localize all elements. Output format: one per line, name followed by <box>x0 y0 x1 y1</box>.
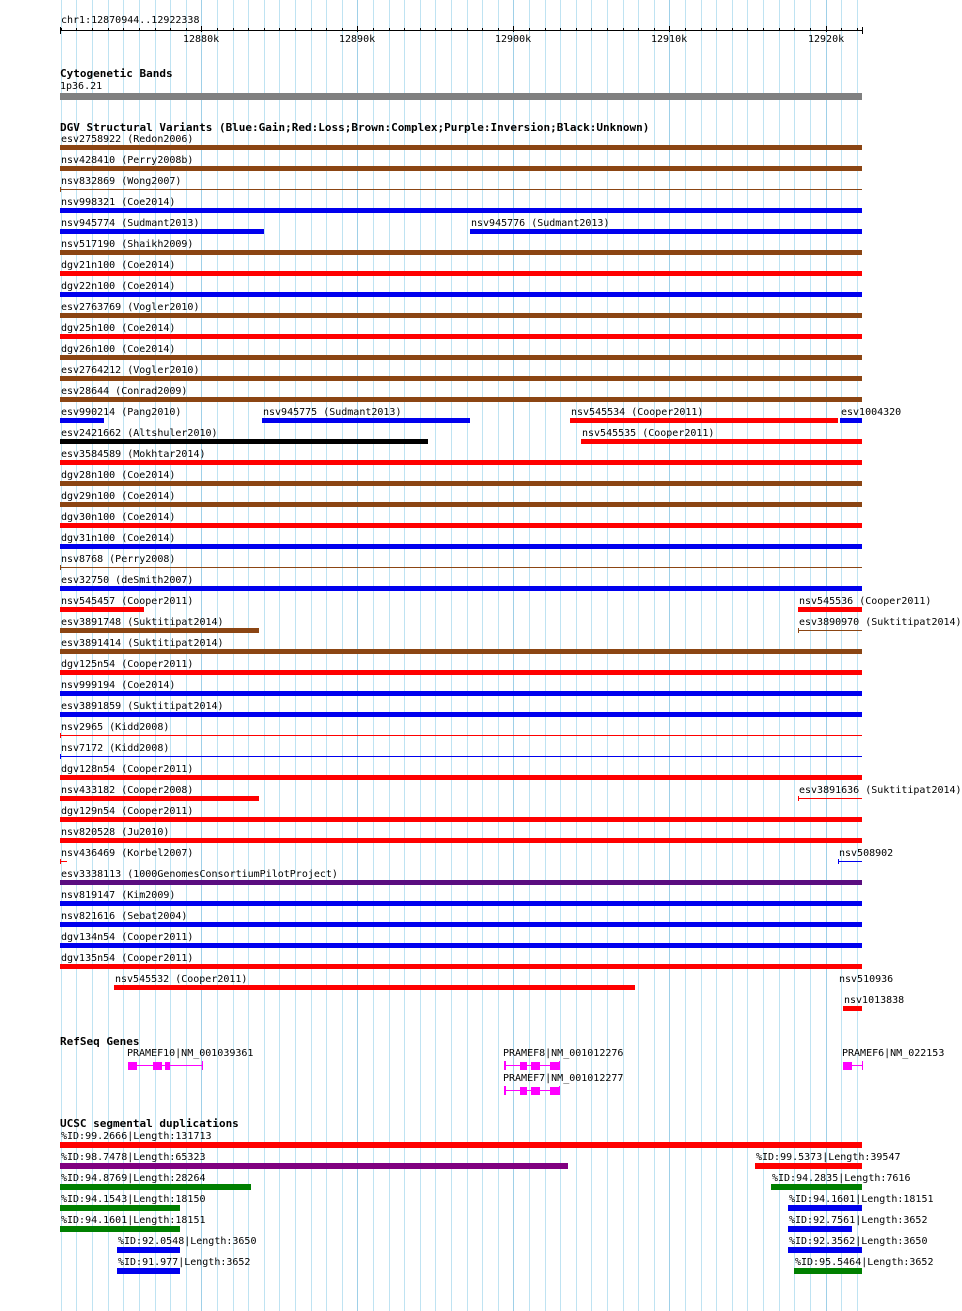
grid-line <box>326 0 327 1311</box>
ruler-tick-label: 12920k <box>808 34 845 45</box>
variant-bar[interactable] <box>60 838 862 843</box>
grid-line <box>545 0 546 1311</box>
variant-bar-start-tick <box>60 565 61 570</box>
variant-label[interactable]: esv3891859 (Suktitipat2014) <box>61 701 224 712</box>
segdup-bar[interactable] <box>755 1163 862 1169</box>
variant-label[interactable]: esv990214 (Pang2010) <box>61 407 182 418</box>
grid-line <box>233 0 234 1311</box>
variant-bar-start-tick <box>60 733 61 738</box>
ruler-major-tick <box>669 26 670 32</box>
variant-bar[interactable] <box>843 1006 862 1011</box>
grid-line <box>826 0 827 1311</box>
variant-bar[interactable] <box>60 880 862 885</box>
grid-line <box>420 0 421 1311</box>
grid-line <box>607 0 608 1311</box>
ruler-tick-label: 12900k <box>495 34 532 45</box>
variant-bar[interactable] <box>60 756 862 757</box>
variant-bar[interactable] <box>60 861 67 862</box>
segdup-bar[interactable] <box>788 1247 862 1253</box>
variant-bar-start-tick <box>60 187 61 192</box>
variant-label[interactable]: esv3891414 (Suktitipat2014) <box>61 638 224 649</box>
variant-label[interactable]: nsv832869 (Wong2007) <box>61 176 182 187</box>
gene-end-tick <box>202 1061 203 1070</box>
variant-label[interactable]: esv2764212 (Vogler2010) <box>61 365 200 376</box>
variant-label[interactable]: nsv545536 (Cooper2011) <box>799 596 932 607</box>
ruler-minor-tick <box>435 28 436 31</box>
variant-label[interactable]: nsv545457 (Cooper2011) <box>61 596 194 607</box>
variant-label[interactable]: dgv128n54 (Cooper2011) <box>61 764 194 775</box>
variant-bar[interactable] <box>60 292 862 297</box>
variant-label[interactable]: dgv125n54 (Cooper2011) <box>61 659 194 670</box>
ruler-tick-label: 12890k <box>339 34 376 45</box>
variant-label[interactable]: nsv508902 <box>839 848 894 859</box>
variant-bar[interactable] <box>60 271 862 276</box>
ruler-major-tick <box>357 26 358 32</box>
variant-label[interactable]: dgv129n54 (Cooper2011) <box>61 806 194 817</box>
variant-label[interactable]: esv3338113 (1000GenomesConsortiumPilotProject) <box>61 869 338 880</box>
grid-line <box>747 0 748 1311</box>
ruler-minor-tick <box>716 28 717 31</box>
ruler-major-tick <box>826 26 827 32</box>
grid-line <box>732 0 733 1311</box>
variant-bar[interactable] <box>60 544 862 549</box>
grid-line <box>529 0 530 1311</box>
variant-label[interactable]: dgv22n100 (Coe2014) <box>61 281 176 292</box>
variant-bar[interactable] <box>60 817 862 822</box>
variant-bar-start-tick <box>838 859 839 864</box>
grid-line <box>264 0 265 1311</box>
segdup-bar[interactable] <box>117 1268 180 1274</box>
segdup-label[interactable]: %ID:94.1543|Length:18150 <box>61 1194 206 1205</box>
ruler-minor-tick <box>701 28 702 31</box>
ruler-minor-tick <box>311 28 312 31</box>
gene-exon[interactable] <box>520 1062 527 1070</box>
variant-label[interactable]: esv3584589 (Mokhtar2014) <box>61 449 206 460</box>
ruler-minor-tick <box>747 28 748 31</box>
ruler-minor-tick <box>186 28 187 31</box>
variant-label[interactable]: nsv433182 (Cooper2008) <box>61 785 194 796</box>
variant-label[interactable]: nsv945776 (Sudmant2013) <box>471 218 610 229</box>
segdup-bar[interactable] <box>60 1226 180 1232</box>
ruler-minor-tick <box>607 28 608 31</box>
variant-label[interactable]: nsv820528 (Ju2010) <box>61 827 170 838</box>
grid-line <box>669 0 670 1311</box>
variant-bar[interactable] <box>60 796 259 801</box>
grid-line <box>311 0 312 1311</box>
ruler-minor-tick <box>61 28 62 31</box>
gene-exon[interactable] <box>550 1062 559 1070</box>
segdup-label[interactable]: %ID:94.8769|Length:28264 <box>61 1173 206 1184</box>
variant-label[interactable]: dgv30n100 (Coe2014) <box>61 512 176 523</box>
variant-label[interactable]: esv2421662 (Altshuler2010) <box>61 428 218 439</box>
variant-label[interactable]: nsv510936 <box>839 974 894 985</box>
grid-line <box>701 0 702 1311</box>
variant-bar[interactable] <box>838 861 862 862</box>
variant-label[interactable]: dgv31n100 (Coe2014) <box>61 533 176 544</box>
variant-label[interactable]: nsv7172 (Kidd2008) <box>61 743 170 754</box>
variant-bar[interactable] <box>60 735 862 736</box>
variant-label[interactable]: esv2758922 (Redon2006) <box>61 134 194 145</box>
segdup-label[interactable]: %ID:99.2666|Length:131713 <box>61 1131 212 1142</box>
segdup-bar[interactable] <box>60 1184 251 1190</box>
ruler-arrow-right <box>862 27 863 34</box>
variant-bar[interactable] <box>60 964 862 969</box>
variant-bar[interactable] <box>60 355 862 360</box>
ruler-major-tick <box>513 26 514 32</box>
variant-label[interactable]: nsv945774 (Sudmant2013) <box>61 218 200 229</box>
variant-bar-start-tick <box>798 628 799 633</box>
ruler-minor-tick <box>591 28 592 31</box>
variant-bar[interactable] <box>114 985 635 990</box>
variant-label[interactable]: nsv998321 (Coe2014) <box>61 197 176 208</box>
grid-line <box>467 0 468 1311</box>
grid-line <box>591 0 592 1311</box>
grid-line <box>279 0 280 1311</box>
gene-label[interactable]: PRAMEF8|NM_001012276 <box>503 1048 624 1059</box>
segdup-label[interactable]: %ID:91.977|Length:3652 <box>118 1257 251 1268</box>
gene-label[interactable]: PRAMEF7|NM_001012277 <box>503 1073 624 1084</box>
variant-bar[interactable] <box>60 649 862 654</box>
grid-line <box>576 0 577 1311</box>
grid-line <box>435 0 436 1311</box>
grid-line <box>513 0 514 1311</box>
variant-label[interactable]: nsv517190 (Shaikh2009) <box>61 239 194 250</box>
ruler-minor-tick <box>326 28 327 31</box>
variant-bar[interactable] <box>60 250 862 255</box>
segdup-label[interactable]: %ID:98.7478|Length:65323 <box>61 1152 206 1163</box>
variant-label[interactable]: nsv545532 (Cooper2011) <box>115 974 248 985</box>
variant-bar[interactable] <box>798 798 862 799</box>
variant-bar[interactable] <box>60 586 862 591</box>
grid-line <box>482 0 483 1311</box>
variant-label[interactable]: esv3891636 (Suktitipat2014) <box>799 785 962 796</box>
variant-bar[interactable] <box>60 166 862 171</box>
variant-bar[interactable] <box>470 229 862 234</box>
gene-exon[interactable] <box>531 1087 540 1095</box>
variant-label[interactable]: nsv2965 (Kidd2008) <box>61 722 170 733</box>
segdup-bar[interactable] <box>788 1226 852 1232</box>
variant-label[interactable]: esv28644 (Conrad2009) <box>61 386 188 397</box>
grid-line <box>451 0 452 1311</box>
ruler-minor-tick <box>576 28 577 31</box>
grid-line <box>794 0 795 1311</box>
ruler-minor-tick <box>560 28 561 31</box>
variant-bar[interactable] <box>60 607 144 612</box>
grid-line <box>716 0 717 1311</box>
variant-label[interactable]: nsv545534 (Cooper2011) <box>571 407 704 418</box>
variant-bar[interactable] <box>262 418 470 423</box>
variant-bar[interactable] <box>570 418 838 423</box>
grid-line <box>404 0 405 1311</box>
ruler-minor-tick <box>841 28 842 31</box>
variant-label[interactable]: nsv545535 (Cooper2011) <box>582 428 715 439</box>
gene-end-tick <box>559 1061 560 1070</box>
segdup-bar[interactable] <box>794 1268 862 1274</box>
segdup-label[interactable]: %ID:92.3562|Length:3650 <box>789 1236 928 1247</box>
grid-line <box>623 0 624 1311</box>
gene-exon[interactable] <box>504 1061 506 1070</box>
ruler-tick-label: 12910k <box>651 34 688 45</box>
variant-label[interactable]: dgv134n54 (Cooper2011) <box>61 932 194 943</box>
ruler-minor-tick <box>404 28 405 31</box>
variant-bar[interactable] <box>60 439 428 444</box>
ruler-minor-tick <box>264 28 265 31</box>
gene-end-tick <box>862 1061 863 1070</box>
ruler-minor-tick <box>654 28 655 31</box>
gene-exon[interactable] <box>520 1087 527 1095</box>
segdup-bar[interactable] <box>771 1184 862 1190</box>
grid-line <box>295 0 296 1311</box>
gene-exon[interactable] <box>550 1087 559 1095</box>
ruler-minor-tick <box>545 28 546 31</box>
segdup-bar[interactable] <box>60 1142 862 1148</box>
variant-label[interactable]: esv3890970 (Suktitipat2014) <box>799 617 962 628</box>
variant-bar[interactable] <box>60 628 259 633</box>
variant-bar[interactable] <box>60 397 862 402</box>
variant-bar[interactable] <box>60 460 862 465</box>
variant-bar[interactable] <box>60 523 862 528</box>
variant-bar-start-tick <box>798 796 799 801</box>
segdup-label[interactable]: %ID:94.2835|Length:7616 <box>772 1173 911 1184</box>
gene-exon[interactable] <box>504 1086 506 1095</box>
ruler-minor-tick <box>233 28 234 31</box>
segdup-label[interactable]: %ID:92.7561|Length:3652 <box>789 1215 928 1226</box>
variant-bar[interactable] <box>60 481 862 486</box>
ruler-minor-tick <box>123 28 124 31</box>
variant-bar[interactable] <box>60 334 862 339</box>
cytoband-label: 1p36.21 <box>60 81 103 92</box>
variant-bar[interactable] <box>60 691 862 696</box>
variant-label[interactable]: nsv428410 (Perry2008b) <box>61 155 194 166</box>
ruler-tick-label: 12880k <box>183 34 220 45</box>
grid-line <box>654 0 655 1311</box>
grid-line <box>779 0 780 1311</box>
segdup-bar[interactable] <box>60 1205 180 1211</box>
grid-line <box>186 0 187 1311</box>
ruler-minor-tick <box>108 28 109 31</box>
variant-bar[interactable] <box>60 418 104 423</box>
segdup-bar[interactable] <box>117 1247 180 1253</box>
ruler-minor-tick <box>857 28 858 31</box>
variant-label[interactable]: dgv29n100 (Coe2014) <box>61 491 176 502</box>
variant-label[interactable]: esv1004320 <box>841 407 902 418</box>
variant-bar[interactable] <box>60 376 862 381</box>
variant-bar[interactable] <box>798 607 862 612</box>
variant-bar[interactable] <box>60 943 862 948</box>
variant-label[interactable]: nsv945775 (Sudmant2013) <box>263 407 402 418</box>
variant-label[interactable]: nsv999194 (Coe2014) <box>61 680 176 691</box>
segdup-label[interactable]: %ID:95.5464|Length:3652 <box>795 1257 934 1268</box>
ruler-minor-tick <box>92 28 93 31</box>
variant-bar-start-tick <box>60 859 61 864</box>
gene-end-tick <box>559 1086 560 1095</box>
grid-line <box>201 0 202 1311</box>
segdup-label[interactable]: %ID:94.1601|Length:18151 <box>789 1194 934 1205</box>
ruler-minor-tick <box>295 28 296 31</box>
gene-label[interactable]: PRAMEF6|NM_022153 <box>842 1048 945 1059</box>
gene-label[interactable]: PRAMEF10|NM_001039361 <box>127 1048 254 1059</box>
variant-bar[interactable] <box>840 418 862 423</box>
ruler-minor-tick <box>389 28 390 31</box>
grid-line <box>857 0 858 1311</box>
grid-line <box>342 0 343 1311</box>
ruler-minor-tick <box>498 28 499 31</box>
variant-bar[interactable] <box>798 630 862 631</box>
ruler-minor-tick <box>342 28 343 31</box>
variant-label[interactable]: nsv1013838 <box>844 995 905 1006</box>
grid-line <box>810 0 811 1311</box>
ruler-minor-tick <box>279 28 280 31</box>
ruler-minor-tick <box>155 28 156 31</box>
grid-line <box>389 0 390 1311</box>
variant-label[interactable]: nsv8768 (Perry2008) <box>61 554 176 565</box>
variant-bar[interactable] <box>60 313 862 318</box>
segdup-label[interactable]: %ID:92.0548|Length:3650 <box>118 1236 257 1247</box>
grid-line <box>248 0 249 1311</box>
ruler-minor-tick <box>467 28 468 31</box>
segdup-track-title[interactable]: UCSC segmental duplications <box>60 1117 239 1130</box>
refseq-track-title[interactable]: RefSeq Genes <box>60 1035 140 1048</box>
gene-exon[interactable] <box>128 1062 137 1070</box>
variant-label[interactable]: dgv28n100 (Coe2014) <box>61 470 176 481</box>
variant-label[interactable]: esv2763769 (Vogler2010) <box>61 302 200 313</box>
ruler-axis <box>60 30 862 31</box>
variant-bar[interactable] <box>581 439 862 444</box>
variant-bar[interactable] <box>60 208 862 213</box>
ruler-minor-tick <box>732 28 733 31</box>
segdup-bar[interactable] <box>788 1205 862 1211</box>
variant-label[interactable]: esv32750 (deSmith2007) <box>61 575 194 586</box>
grid-line <box>638 0 639 1311</box>
grid-line <box>763 0 764 1311</box>
grid-line <box>357 0 358 1311</box>
ruler-minor-tick <box>482 28 483 31</box>
variant-label[interactable]: esv3891748 (Suktitipat2014) <box>61 617 224 628</box>
ruler-minor-tick <box>810 28 811 31</box>
segdup-bar[interactable] <box>60 1163 568 1169</box>
ruler-minor-tick <box>623 28 624 31</box>
grid-line <box>560 0 561 1311</box>
ruler-minor-tick <box>420 28 421 31</box>
variant-label[interactable]: dgv25n100 (Coe2014) <box>61 323 176 334</box>
ruler-minor-tick <box>170 28 171 31</box>
variant-label[interactable]: nsv819147 (Kim2009) <box>61 890 176 901</box>
ruler-minor-tick <box>217 28 218 31</box>
variant-bar[interactable] <box>60 712 862 717</box>
ruler-minor-tick <box>248 28 249 31</box>
variant-label[interactable]: dgv26n100 (Coe2014) <box>61 344 176 355</box>
grid-line <box>498 0 499 1311</box>
variant-bar[interactable] <box>60 189 862 190</box>
ruler-minor-tick <box>451 28 452 31</box>
grid-line <box>373 0 374 1311</box>
ruler-minor-tick <box>139 28 140 31</box>
variant-label[interactable]: nsv821616 (Sebat2004) <box>61 911 188 922</box>
ruler-minor-tick <box>685 28 686 31</box>
grid-line <box>841 0 842 1311</box>
ruler-minor-tick <box>779 28 780 31</box>
ruler-major-tick <box>201 26 202 32</box>
variant-bar-start-tick <box>60 754 61 759</box>
variant-bar[interactable] <box>60 502 862 507</box>
cytoband-track-title[interactable]: Cytogenetic Bands <box>60 67 173 80</box>
ruler-minor-tick <box>373 28 374 31</box>
grid-line <box>685 0 686 1311</box>
ruler-minor-tick <box>638 28 639 31</box>
variant-label[interactable]: nsv436469 (Korbel2007) <box>61 848 194 859</box>
gene-exon[interactable] <box>843 1062 852 1070</box>
variant-bar[interactable] <box>60 922 862 927</box>
segdup-label[interactable]: %ID:94.1601|Length:18151 <box>61 1215 206 1226</box>
variant-bar[interactable] <box>60 775 862 780</box>
ruler-minor-tick <box>76 28 77 31</box>
variant-bar[interactable] <box>60 229 264 234</box>
region-label: chr1:12870944..12922338 <box>61 15 200 26</box>
gene-exon[interactable] <box>153 1062 162 1070</box>
variant-label[interactable]: dgv135n54 (Cooper2011) <box>61 953 194 964</box>
dgv-track-title[interactable]: DGV Structural Variants (Blue:Gain;Red:Loss;Brown:Complex;Purple:Inversion;Black:Unknown) <box>60 121 650 134</box>
variant-bar[interactable] <box>60 567 862 568</box>
ruler-minor-tick <box>763 28 764 31</box>
grid-line <box>217 0 218 1311</box>
gene-exon[interactable] <box>531 1062 540 1070</box>
ruler-minor-tick <box>529 28 530 31</box>
variant-bar[interactable] <box>60 670 862 675</box>
variant-label[interactable]: dgv21n100 (Coe2014) <box>61 260 176 271</box>
segdup-label[interactable]: %ID:99.5373|Length:39547 <box>756 1152 901 1163</box>
variant-bar[interactable] <box>60 901 862 906</box>
cytoband-bar[interactable] <box>60 93 862 100</box>
variant-bar[interactable] <box>60 145 862 150</box>
ruler-minor-tick <box>794 28 795 31</box>
gene-exon[interactable] <box>165 1062 170 1070</box>
